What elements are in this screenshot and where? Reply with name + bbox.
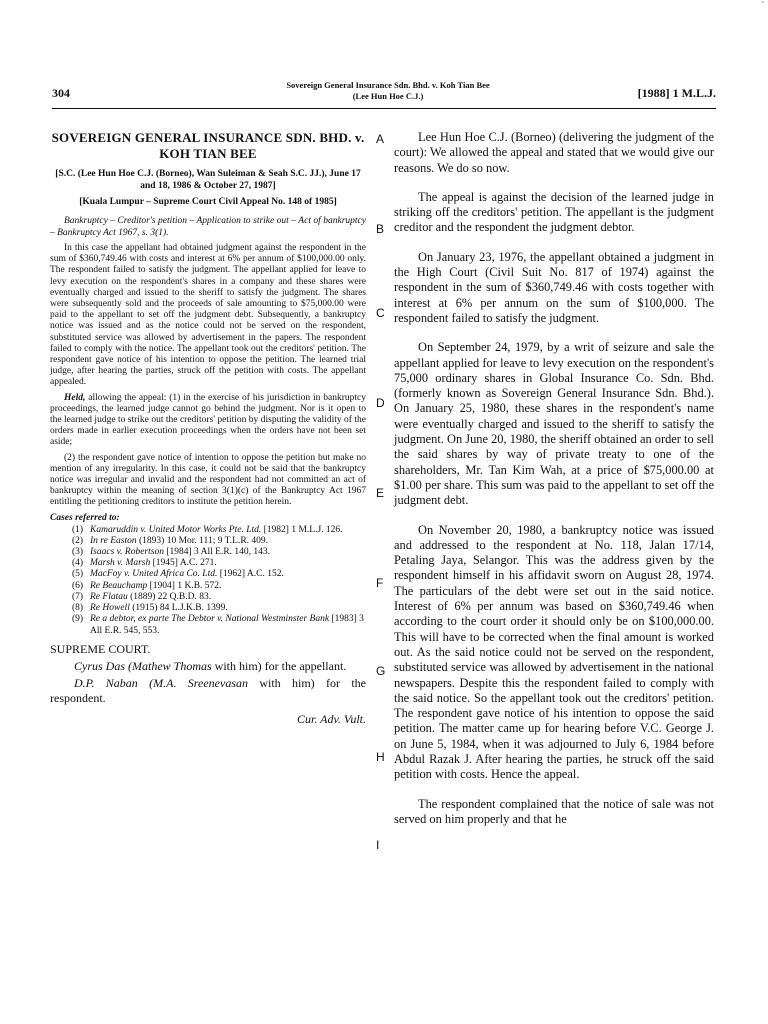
counsel-appellant-name: Cyrus Das (Mathew Thomas (74, 658, 212, 673)
headnote-held-1 (50, 393, 366, 449)
header-rule (52, 108, 716, 109)
case-text (90, 536, 366, 547)
case-name: Marsh v. Marsh (90, 558, 151, 569)
case-number: (5) (72, 569, 84, 580)
running-title (218, 80, 558, 102)
case-citation (50, 525, 366, 536)
margin-letter-b: B (376, 222, 385, 236)
counsel-respondent-name: D.P. Naban (M.A. Sreenevasan (74, 675, 248, 690)
case-number: (8) (72, 603, 84, 614)
case-cite: [1984] 3 All E.R. 140, 143. (163, 547, 271, 558)
judgment-paragraph: Lee Hun Hoe C.J. (Borneo) (delivering the judgment of the court): We allowed the appeal and stated that we would give our reasons. We do so now. (394, 130, 714, 175)
headnote-held-2: (2) the respondent gave notice of intention to oppose the petition but make no mention of any irregularity. In this case, it could not be said that the bankruptcy notice was irregular and invalid and the respondent had not committed an act of bankruptcy within the meaning of section 3(1)(c) of the Bankruptcy Act 1967 entitling the petitioning creditors to institute the petition herein. (50, 452, 366, 508)
case-cite: [1904] 1 K.B. 572. (147, 580, 222, 591)
judgment-column (394, 130, 714, 827)
case-name: MacFoy v. United Africa Co. Ltd. (90, 569, 218, 580)
case-citation (50, 536, 366, 547)
margin-letter-h: H (376, 750, 385, 764)
judgment-paragraph: On January 23, 1976, the appellant obtained a judgment in the High Court (Civil Suit No. 817 of 1974) against the respondent in the sum of $360,749.46 with costs together with interest at 6% per annum on the sum of $100,000. The respondent failed to satisfy the judgment. (394, 249, 714, 325)
report-citation: [1988] 1 M.L.J. (637, 86, 716, 100)
case-text (90, 614, 366, 636)
court-label: SUPREME COURT. (50, 641, 151, 656)
case-number: (6) (72, 580, 84, 591)
case-cite: [1983] 3 All E.R. 545, 553. (90, 614, 364, 636)
case-number: (7) (72, 591, 84, 602)
running-title-line-1: Sovereign General Insurance Sdn. Bhd. v. Koh Tian Bee (286, 80, 490, 90)
case-cite: (1915) 84 L.J.K.B. 1399. (129, 603, 228, 614)
corner-mark: ˇ (761, 0, 764, 9)
headnote-facts: In this case the appellant had obtained judgment against the respondent in the sum of $360,749.46 with costs and interest at 6% per annum of $100,000.00 only. The respondent failed to satisfy the judgment. The appellant applied for leave to levy execution on the respondent's shares in a company and these shares were eventually charged and issued to the sheriff to satisfy the judgment. The shares were subsequently sold and the proceeds of sale amounting to $75,000.00 were paid to the appellant to set off the judgment debt. Subsequently, a bankruptcy notice was issued and as the notice could not be served on the respondent, substituted service was allowed by advertisement in the papers. The respondent failed to comply with the notice. The appellant took out the creditors' petition. The respondent gave notice of his intention to oppose the petition. The learned trial judge, after hearing the parties, struck off the petition with costs. The appellant appealed. (50, 243, 366, 388)
case-citation (50, 569, 366, 580)
judgment-paragraph: On November 20, 1980, a bankruptcy notice was issued and addressed to the respondent at No. 118, Jalan 17/14, Petaling Jaya, Selangor. This was the address given by the respondent himself in his affidavit sworn on August 28, 1974. The particulars of the debt were set out in the said notice. Interest of 6% per annum was based on $360,749.46 when according to the court order it should only be on $100,000.00. This will have to be corrected when the final amount is worked out. As the said notice could not be served on the respondent, substituted service was allowed by advertisement in the national newspapers. Despite this the respondent failed to comply with the said notice. So the appellant took out the creditors' petition. The respondent gave notice of his intention to oppose the said petition. The matter came up for hearing before V.C. George J. on June 5, 1984, when it was adjourned to July 6, 1984 before Abdul Razak J. After hearing the parties, he struck off the said petition with costs. Hence the appeal. (394, 522, 714, 782)
counsel-respondent (50, 676, 366, 706)
case-name: Re a debtor, ex parte The Debtor v. National Westminster Bank (90, 614, 330, 625)
case-cite: [1962] A.C. 152. (217, 569, 284, 580)
case-text (90, 603, 366, 614)
counsel-appellant (50, 659, 366, 674)
case-cite: (1889) 22 Q.B.D. 83. (127, 591, 212, 602)
held-label: Held, (64, 392, 86, 403)
judgment-paragraph: The respondent complained that the notice of sale was not served on him properly and that he (394, 796, 714, 826)
cases-referred-label: Cases referred to: (50, 512, 120, 523)
case-text (90, 581, 366, 592)
case-citation (50, 592, 366, 603)
case-cite: [1982] 1 M.L.J. 126. (261, 524, 343, 535)
catchwords: Bankruptcy – Creditor's petition – Application to strike out – Act of bankruptcy – Bankruptcy Act 1967, s. 3(1). (50, 216, 366, 238)
case-name: Re Howell (90, 603, 130, 614)
case-number: (3) (72, 547, 84, 558)
case-name: Re Beauchamp (90, 580, 148, 591)
case-text (90, 569, 366, 580)
court-reference: [Kuala Lumpur – Supreme Court Civil Appeal No. 148 of 1985] (79, 197, 337, 207)
margin-letter-d: D (376, 396, 385, 410)
margin-letter-c: C (376, 306, 385, 320)
judgment-paragraph: The appeal is against the decision of the learned judge in striking off the creditors' petition. The appellant is the judgment creditor and the respondent the judgment debtor. (394, 189, 714, 235)
case-name: Kamaruddin v. United Motor Works Pte. Ltd. (90, 524, 262, 535)
case-number: (9) (72, 614, 84, 625)
case-citation (50, 614, 366, 636)
case-name: Re Flatau (90, 591, 128, 602)
case-number: (4) (72, 558, 84, 569)
margin-letter-f: F (376, 576, 384, 590)
counsel-appellant-role: with him) for the appellant. (211, 658, 347, 673)
headnote-column (50, 130, 366, 727)
case-text (90, 547, 366, 558)
margin-letter-g: G (376, 664, 386, 678)
case-number: (1) (72, 524, 84, 535)
case-number: (2) (72, 535, 84, 546)
margin-letter-e: E (376, 486, 385, 500)
coram: [S.C. (Lee Hun Hoe C.J. (Borneo), Wan Suleiman & Seah S.C. JJ.), June 17 and 18, 1986 & October 27, 1987] (55, 169, 361, 191)
case-cite: (1893) 10 Mor. 111; 9 T.L.R. 409. (136, 535, 269, 546)
running-title-line-2: (Lee Hun Hoe C.J.) (352, 91, 424, 101)
case-cite: [1945] A.C. 271. (150, 558, 217, 569)
cases-list (50, 525, 366, 637)
margin-letter-i: I (376, 838, 380, 852)
margin-letter-a: A (376, 132, 385, 146)
case-text (90, 592, 366, 603)
cur-adv-vult: Cur. Adv. Vult. (297, 711, 366, 726)
case-citation (50, 603, 366, 614)
page-number: 304 (52, 86, 70, 100)
judgment-paragraph: On September 24, 1979, by a writ of seizure and sale the appellant applied for leave to levy execution on the respondent's 75,000 ordinary shares in Global Insurance Co. Sdn. Bhd. (formerly known as Sovereign General Insurance Sdn. Bhd.). On January 25, 1980, these shares in the respondent's name were eventually charged and issued to the sheriff to satisfy the judgment. On June 20, 1980, the sheriff obtained an order to sell the said shares by way of private treaty to one of the shareholders, Mr. Tan Kim Wah, at a price of $75,000.00 at $1.00 per share. This sum was paid to the appellant to set off the judgment debt. (394, 340, 714, 508)
case-text (90, 558, 366, 569)
case-citation (50, 558, 366, 569)
case-citation (50, 547, 366, 558)
case-name: In re Easton (90, 535, 137, 546)
held-1-text: allowing the appeal: (1) in the exercise of his jurisdiction in bankruptcy proceedings, the learned judge cannot go behind the judgment. Nor is it open to the learned judge to strike out the creditors' petition by disputing the validity of the orders made in earlier execution proceedings when the orders have not been set aside; (50, 392, 366, 448)
case-title: SOVEREIGN GENERAL INSURANCE SDN. BHD. v. KOH TIAN BEE (51, 130, 365, 161)
case-text (90, 525, 366, 536)
case-citation (50, 581, 366, 592)
case-name: Isaacs v. Robertson (90, 547, 164, 558)
counsel-respondent-role: with him) for the respondent. (50, 675, 366, 705)
